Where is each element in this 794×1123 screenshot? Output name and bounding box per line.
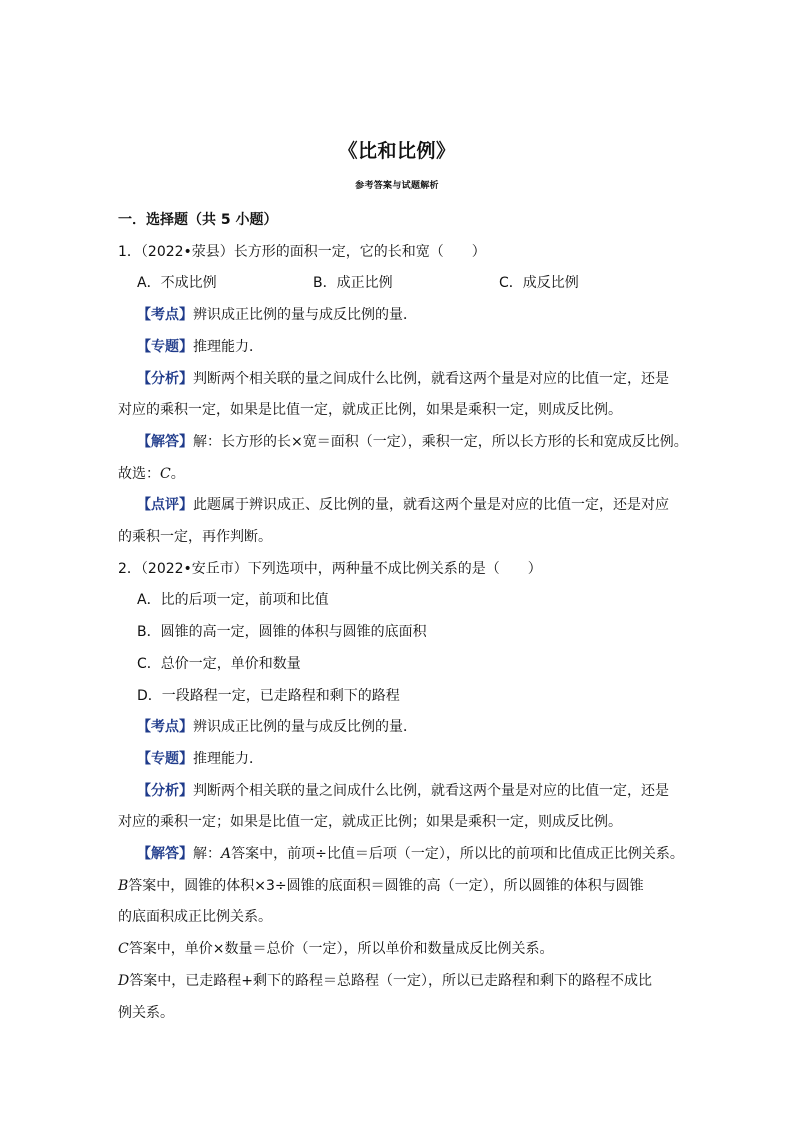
kaodian-text: 辨识成正比例的量与成反比例的量． (193, 307, 417, 324)
jieda-d-text-continued: 例关系。 (118, 1004, 174, 1021)
answer-prefix: 故选： (118, 465, 160, 482)
option-c: C．总价一定，单价和数量 (137, 655, 301, 672)
question-stem: 1．（2022•荥县）长方形的面积一定，它的长和宽（ ） (118, 243, 486, 260)
answer-letter-b: B (118, 877, 129, 894)
zhuanti-tag: 【专题】 (137, 750, 193, 767)
zhuanti-tag: 【专题】 (137, 338, 193, 355)
question-stem: 2．（2022•安丘市）下列选项中，两种量不成比例关系的是（ ） (118, 560, 542, 577)
kaodian-line (118, 300, 678, 332)
jieda-b-text: 答案中，圆锥的体积×3÷圆锥的底面积＝圆锥的高（一定），所以圆锥的体积与圆锥 (128, 877, 644, 894)
jieda-b-line (118, 871, 678, 903)
jieda-d-line (118, 966, 678, 998)
jieda-b-text-continued: 的底面积成正比例关系。 (118, 909, 272, 926)
question-1 (118, 237, 688, 554)
kaodian-text: 辨识成正比例的量与成反比例的量． (193, 719, 417, 736)
jieda-c-line (118, 934, 678, 966)
option-b: B．成正比例 (313, 275, 393, 292)
fenxi-line (118, 776, 678, 808)
fenxi-text: 判断两个相关联的量之间成什么比例，就看这两个量是对应的比值一定，还是 (193, 370, 669, 387)
option-b: B．圆锥的高一定，圆锥的体积与圆锥的底面积 (137, 624, 427, 641)
section-heading: 一．选择题（共 5 小题） (118, 212, 278, 228)
fenxi-tag: 【分析】 (137, 782, 193, 799)
jieda-line (118, 427, 688, 459)
jieda-d-text: 答案中，已走路程+剩下的路程＝总路程（一定），所以已走路程和剩下的路程不成比 (129, 972, 652, 989)
kaodian-tag: 【考点】 (137, 307, 193, 324)
kaodian-tag: 【考点】 (137, 719, 193, 736)
answer-suffix: 。 (170, 465, 185, 482)
option-a: A．比的后项一定，前项和比值 (137, 592, 329, 609)
zhuanti-text: 推理能力． (193, 750, 263, 767)
dianping-text-continued: 的乘积一定，再作判断。 (118, 529, 272, 546)
document-body (118, 205, 688, 1029)
zhuanti-line (118, 332, 678, 364)
zhuanti-text: 推理能力． (193, 338, 263, 355)
jieda-c-text: 答案中，单价×数量＝总价（一定），所以单价和数量成反比例关系。 (128, 941, 554, 958)
answer-letter-c: C (118, 941, 129, 958)
question-2 (118, 554, 684, 1030)
option-d: D．一段路程一定，已走路程和剩下的路程 (137, 687, 400, 704)
jieda-line (118, 839, 684, 871)
answer-letter: C (160, 465, 171, 482)
dianping-line (118, 490, 678, 522)
jieda-tag: 【解答】 (137, 846, 193, 863)
fenxi-tag: 【分析】 (137, 370, 193, 387)
document-subtitle: 参考答案与试题解析 (355, 181, 439, 191)
option-a: A．不成比例 (137, 275, 217, 292)
document-title: 《比和比例》 (338, 140, 456, 162)
answer-choice-line (118, 459, 678, 491)
jieda-text: 解：长方形的长×宽＝面积（一定），乘积一定，所以长方形的长和宽成反比例。 (193, 433, 688, 450)
zhuanti-line (118, 744, 678, 776)
dianping-text: 此题属于辨识成正、反比例的量，就看这两个量是对应的比值一定，还是对应 (193, 497, 669, 514)
kaodian-line (118, 712, 678, 744)
option-row (118, 268, 678, 300)
option-c: C．成反比例 (499, 275, 579, 292)
dianping-tag: 【点评】 (137, 497, 193, 514)
answer-letter-a: A (221, 846, 232, 863)
answer-letter-d: D (118, 972, 130, 989)
fenxi-text-continued: 对应的乘积一定；如果是比值一定，就成正比例；如果是乘积一定，则成反比例。 (118, 814, 622, 831)
fenxi-text: 判断两个相关联的量之间成什么比例，就看这两个量是对应的比值一定，还是 (193, 782, 669, 799)
fenxi-text-continued: 对应的乘积一定，如果是比值一定，就成正比例，如果是乘积一定，则成反比例。 (118, 402, 622, 419)
jieda-prefix: 解： (193, 846, 221, 863)
jieda-a-text: 答案中，前项÷比值＝后项（一定），所以比的前项和比值成正比例关系。 (231, 846, 684, 863)
fenxi-line (118, 364, 678, 396)
jieda-tag: 【解答】 (137, 433, 193, 450)
